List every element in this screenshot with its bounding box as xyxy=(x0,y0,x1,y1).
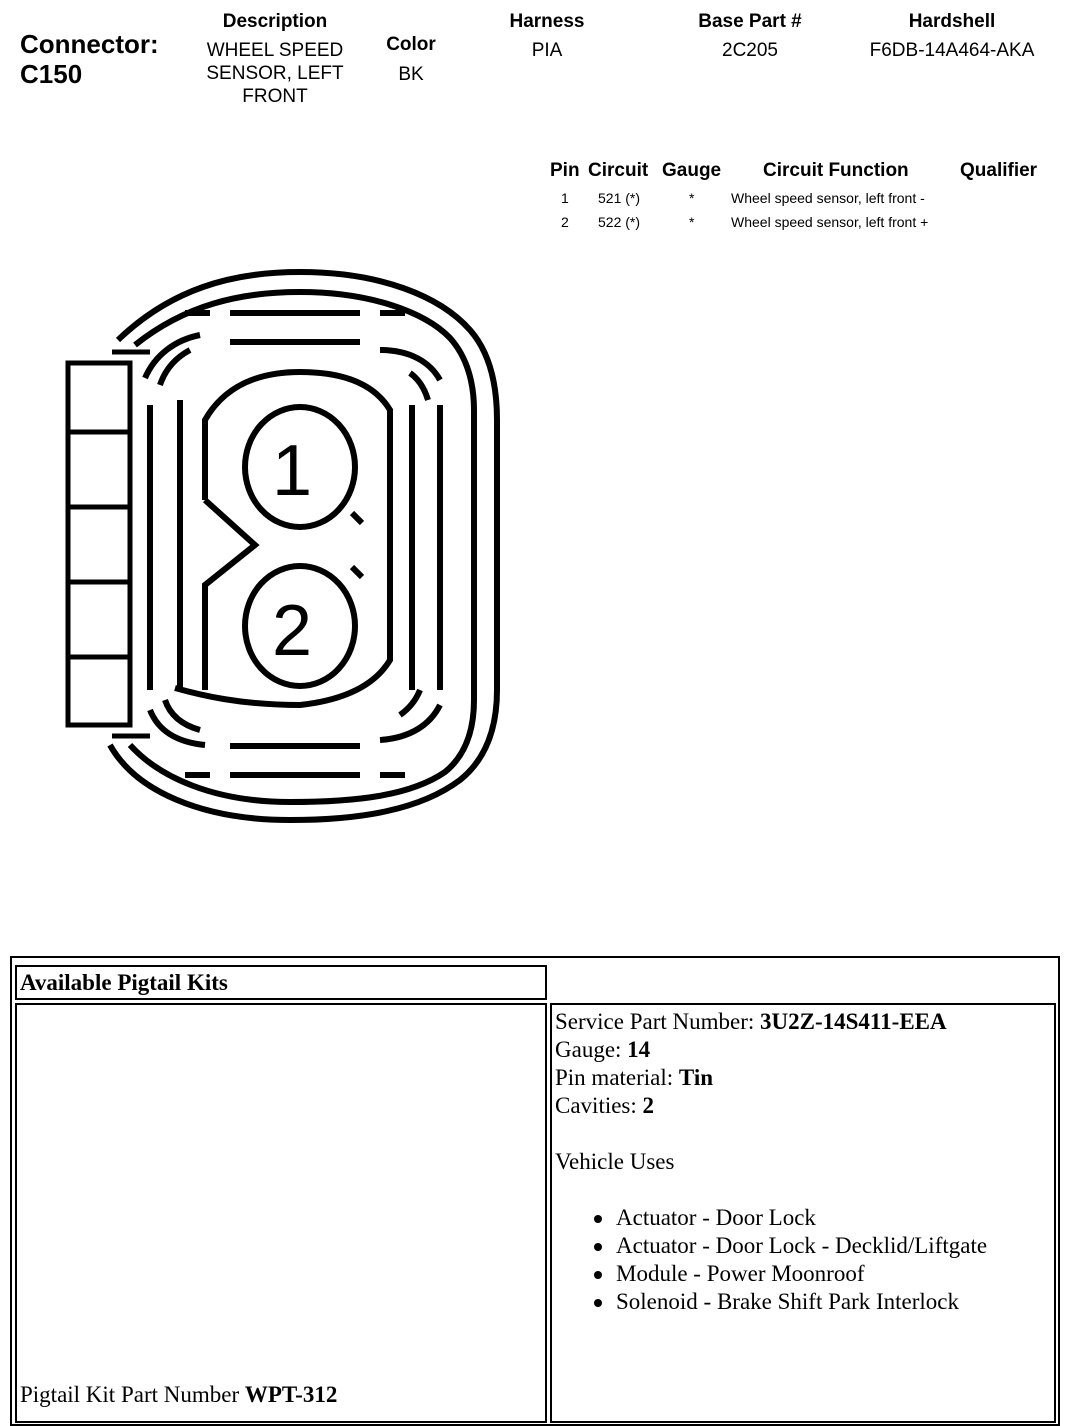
color-value: BK xyxy=(398,64,424,85)
cavities-label: Cavities: xyxy=(555,1093,643,1118)
pin-1-label: 1 xyxy=(271,431,313,511)
connector-title xyxy=(20,29,159,89)
qualifier-header: Qualifier xyxy=(960,160,1038,181)
hardshell-value: F6DB-14A464-AKA xyxy=(869,40,1035,61)
gauge-header: Gauge xyxy=(662,160,722,181)
harness-value: PIA xyxy=(531,40,563,61)
pin-2-label: 2 xyxy=(271,591,313,671)
list-item: Solenoid - Brake Shift Park Interlock xyxy=(588,1288,987,1316)
pigtail-image-cell xyxy=(15,1003,547,1423)
latch-tab xyxy=(68,363,130,725)
gauge-line xyxy=(555,1036,987,1064)
connector-label: Connector: xyxy=(20,29,159,59)
pigtail-title: Available Pigtail Kits xyxy=(20,970,228,995)
description-label: Description xyxy=(222,11,328,32)
description-value xyxy=(180,39,370,108)
cavities-value: 2 xyxy=(642,1093,655,1118)
gauge-label: Gauge: xyxy=(555,1037,628,1062)
color-label: Color xyxy=(386,34,436,55)
description-column xyxy=(180,11,370,108)
pin-material-line xyxy=(555,1064,987,1092)
table-row-pin: 2 xyxy=(561,214,569,230)
table-row-gauge: * xyxy=(689,214,695,230)
vehicle-uses-label: Vehicle Uses xyxy=(555,1149,675,1174)
pigtail-details xyxy=(555,1008,987,1316)
kit-part-value: WPT-312 xyxy=(244,1382,338,1407)
hardshell-label: Hardshell xyxy=(908,11,996,32)
gauge-value: 14 xyxy=(627,1037,651,1062)
pigtail-kit-part xyxy=(20,1382,337,1408)
table-row-pin: 1 xyxy=(561,190,569,206)
list-item: Actuator - Door Lock - Decklid/Liftgate xyxy=(588,1232,987,1260)
base-part-value: 2C205 xyxy=(722,40,778,61)
cavities-line xyxy=(555,1092,987,1120)
vehicle-uses-list xyxy=(588,1204,987,1316)
pigtail-title-cell xyxy=(15,965,547,1000)
table-row-circuit: 521 (*) xyxy=(598,190,641,206)
pin-material-value: Tin xyxy=(678,1065,714,1090)
service-part-label: Service Part Number: xyxy=(555,1009,761,1034)
service-part-line xyxy=(555,1008,987,1036)
hardshell-column xyxy=(852,11,1052,62)
table-row-function: Wheel speed sensor, left front - xyxy=(731,190,925,206)
pigtail-details-cell xyxy=(550,1003,1056,1423)
table-row-function: Wheel speed sensor, left front + xyxy=(731,214,929,230)
description-line: WHEEL SPEED xyxy=(206,40,344,61)
description-line: SENSOR, LEFT xyxy=(206,63,344,84)
kit-part-label: Pigtail Kit Part Number xyxy=(20,1382,245,1407)
pin-header: Pin xyxy=(550,160,580,181)
connector-id: C150 xyxy=(20,59,83,89)
table-row-circuit: 522 (*) xyxy=(598,214,641,230)
harness-column xyxy=(487,11,607,62)
function-header: Circuit Function xyxy=(763,160,909,181)
connector-face-diagram xyxy=(0,250,540,880)
list-item: Module - Power Moonroof xyxy=(588,1260,987,1288)
description-line: FRONT xyxy=(242,86,308,107)
harness-label: Harness xyxy=(509,11,585,32)
pin-material-label: Pin material: xyxy=(555,1065,679,1090)
table-row-gauge: * xyxy=(689,190,695,206)
service-part-value: 3U2Z-14S411-EEA xyxy=(760,1009,947,1034)
circuit-header: Circuit xyxy=(588,160,649,181)
base-part-column xyxy=(670,11,830,62)
list-item: Actuator - Door Lock xyxy=(588,1204,987,1232)
color-column xyxy=(371,34,451,86)
base-part-label: Base Part # xyxy=(698,11,802,32)
